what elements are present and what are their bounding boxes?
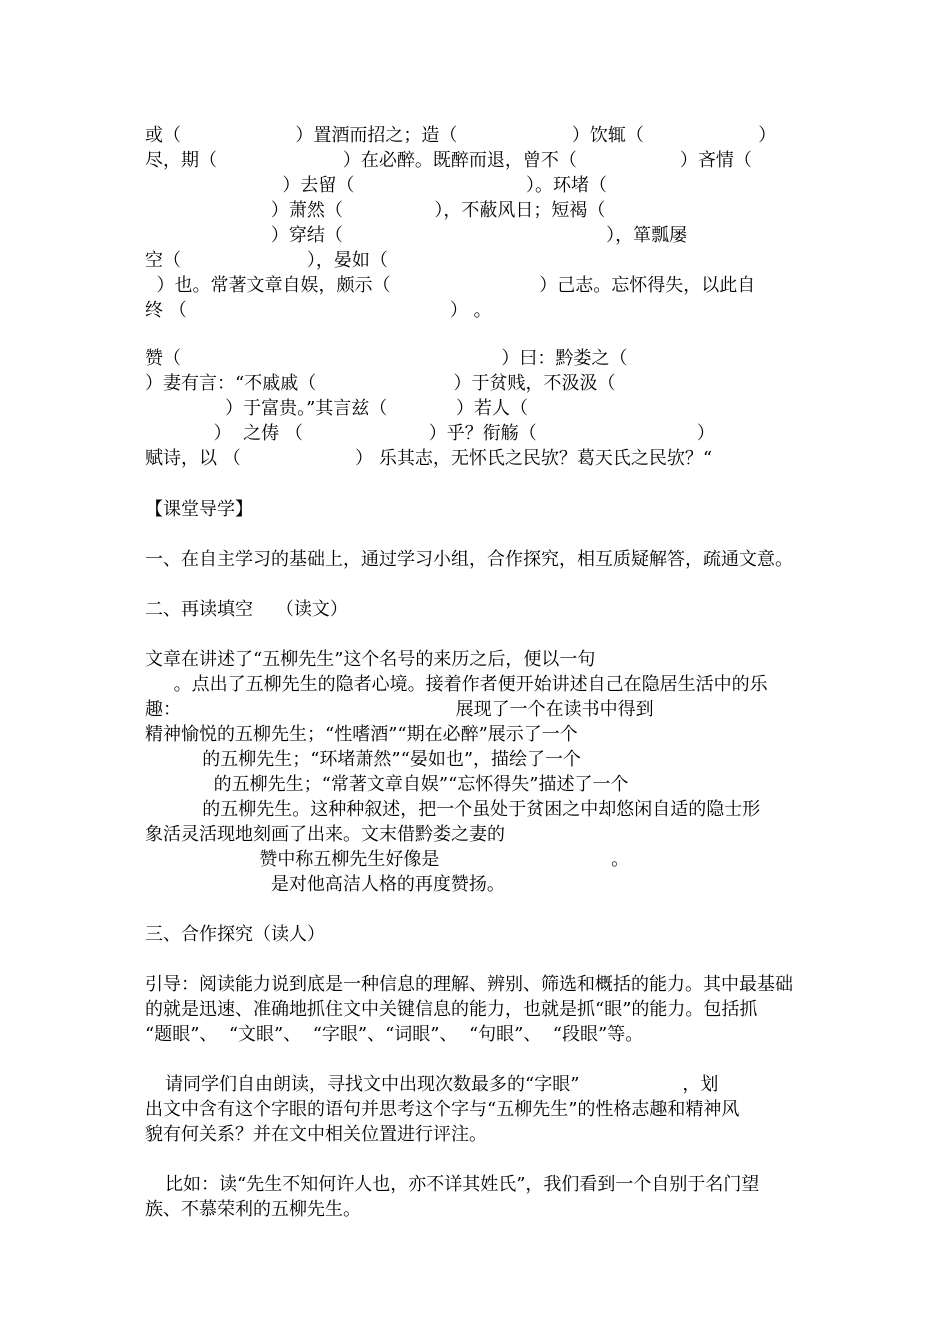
text-line: 是对他高洁人格的再度赞扬。: [145, 874, 505, 895]
text-line: ）于富贵。”其言兹（ ）若人（: [145, 398, 528, 419]
section-heading: 三、合作探究（读人）: [145, 924, 325, 945]
text-line: 尽，期（ ）在必醉。既醉而退，曾不（ ）吝情（: [145, 150, 752, 171]
text-line: 空（ ），晏如（: [145, 250, 388, 271]
text-line: 的就是迅速、准确地抓住文中关键信息的能力，也就是抓“眼”的能力。包括抓: [145, 999, 758, 1020]
section-heading: 【课堂导学】: [145, 499, 253, 520]
text-line: 比如：读“先生不知何许人也，亦不详其姓氏”，我们看到一个自别于名门望: [165, 1174, 760, 1195]
text-line: 一、在自主学习的基础上，通过学习小组，合作探究，相互质疑解答，疏通文意。: [145, 549, 793, 570]
text-line: 的五柳先生。这种种叙述，把一个虽处于贫困之中却悠闲自适的隐士形: [145, 799, 761, 820]
text-line: 引导：阅读能力说到底是一种信息的理解、辨别、筛选和概括的能力。其中最基础: [145, 974, 793, 995]
text-line: “题眼”、 “文眼”、 “字眼”、“词眼”、 “句眼”、 “段眼”等。: [145, 1024, 644, 1045]
text-line: 赞中称五柳先生好像是 。: [145, 849, 630, 870]
text-line: 象活灵活现地刻画了出来。文末借黔娄之妻的: [145, 824, 505, 845]
text-line: ）妻有言：“不戚戚（ ）于贫贱，不汲汲（: [145, 373, 616, 394]
section-heading: 二、再读填空 （读文）: [145, 599, 348, 620]
text-line: ）去留（ ）。环堵（: [145, 175, 607, 196]
text-line: 出文中含有这个字眼的语句并思考这个字与“五柳先生”的性格志趣和精神风: [145, 1099, 740, 1120]
text-line: ）萧然（ ），不蔽风日；短褐（: [145, 200, 606, 221]
text-line: 或（ ）置酒而招之；造（ ）饮辄（ ）: [145, 125, 777, 146]
text-line: 貌有何关系？并在文中相关位置进行评注。: [145, 1124, 487, 1145]
text-line: 族、不慕荣利的五柳先生。: [145, 1199, 361, 1220]
text-line: ）穿结（ ），箪瓢屡: [145, 225, 688, 246]
text-line: 请同学们自由朗读，寻找文中出现次数最多的“字眼” ，划: [165, 1074, 719, 1095]
text-line: 赋诗，以 （ ） 乐其志，无怀氏之民欤？葛天氏之民欤？“: [145, 448, 713, 469]
text-line: 文章在讲述了“五柳先生”这个名号的来历之后，便以一句: [145, 649, 596, 670]
text-line: 。点出了五柳先生的隐者心境。接着作者便开始讲述自己在隐居生活中的乐: [145, 674, 768, 695]
text-line: 赞（ ）曰：黔娄之（: [145, 348, 628, 369]
text-line: 的五柳先生；“环堵萧然”“晏如也”，描绘了一个: [145, 749, 582, 770]
text-line: ）也。常著文章自娱，颇示（ ）己志。忘怀得失，以此自: [145, 275, 756, 296]
text-line: ） 之俦 （ ）乎？衔觞（ ）: [145, 423, 715, 444]
text-line: 精神愉悦的五柳先生；“性嗜酒”“期在必醉”展示了一个: [145, 724, 578, 745]
text-line: 的五柳先生；“常著文章自娱”“忘怀得失”描述了一个: [145, 774, 629, 795]
text-line: 终 （ ） 。: [145, 300, 492, 321]
text-line: 趣： 展现了一个在读书中得到: [145, 699, 654, 720]
